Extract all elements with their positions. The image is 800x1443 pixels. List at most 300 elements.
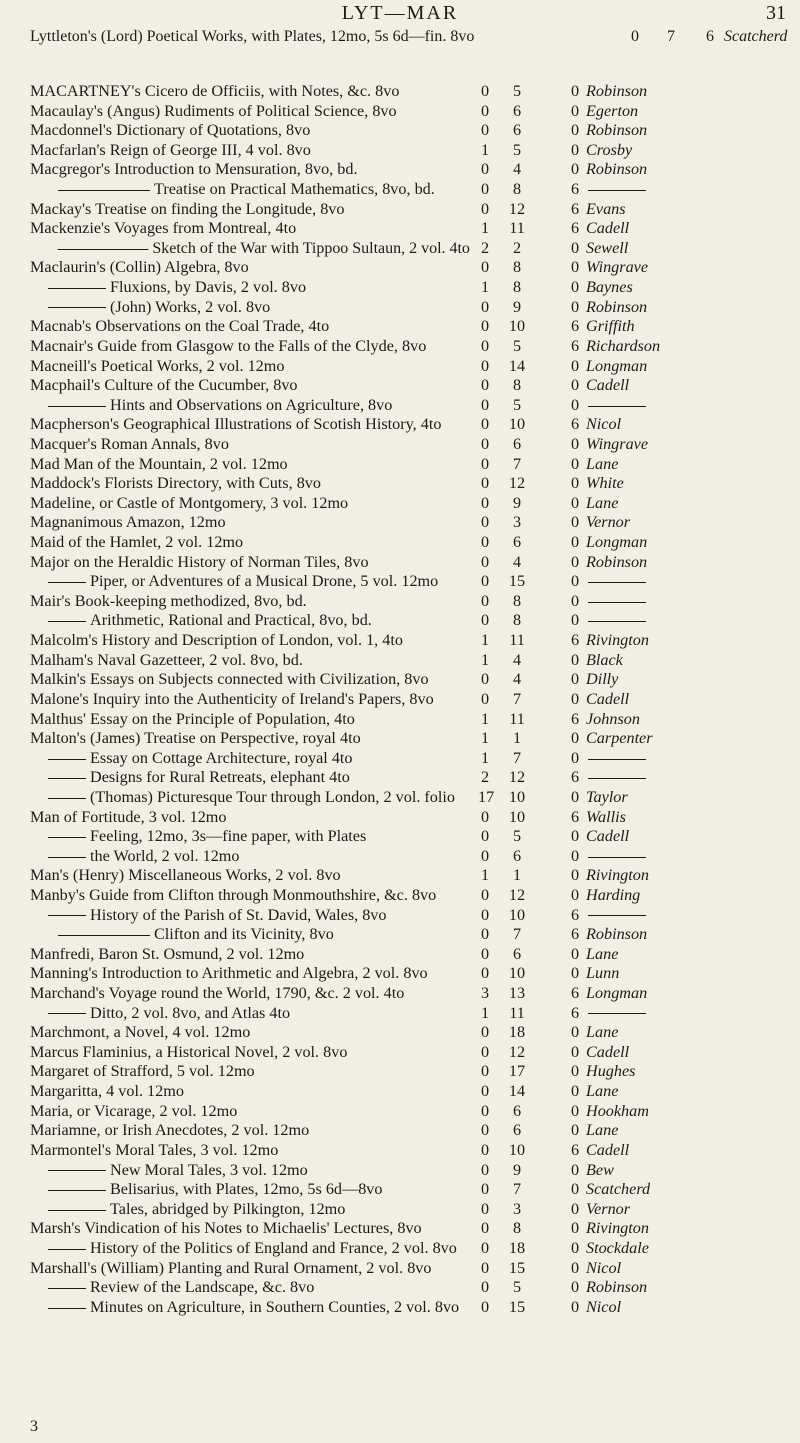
entry-pounds: 0: [631, 28, 639, 45]
entry-pence: 0: [570, 395, 580, 414]
ditto-rule: [48, 307, 106, 308]
entry-title: [30, 964, 428, 984]
entry-title: [30, 455, 288, 475]
entry-shillings: 10: [508, 415, 526, 434]
ditto-rule: [48, 1190, 106, 1191]
entry-pence: 6: [570, 768, 580, 787]
list-item: [30, 553, 800, 573]
entry-pence: 6: [570, 199, 580, 218]
entry-title: [30, 200, 345, 220]
list-item: [30, 1082, 800, 1102]
ditto-rule: [48, 621, 86, 622]
entry-publisher: Robinson: [586, 82, 648, 100]
entry-shillings: 6: [512, 846, 522, 865]
ditto-rule: [48, 406, 106, 407]
entry-title: [30, 1062, 255, 1082]
entry-pounds: 0: [480, 1160, 490, 1179]
entry-title: [30, 906, 387, 926]
ditto-rule: [48, 288, 106, 289]
entry-pence: 6: [570, 984, 580, 1003]
entry-title: [30, 376, 298, 396]
entry-publisher: Black: [586, 650, 623, 669]
ditto-rule: [588, 190, 646, 191]
entry-title: [30, 337, 426, 357]
entry-publisher: Sewell: [586, 238, 629, 257]
ditto-rule: [588, 915, 646, 916]
entry-publisher: Cadell: [586, 1042, 630, 1061]
entry-publisher: Rivington: [586, 1219, 649, 1238]
entry-title: [30, 1043, 347, 1063]
list-item: [30, 396, 800, 416]
entry-publisher: Dilly: [586, 670, 619, 689]
entry-publisher: Robinson: [586, 925, 648, 944]
entry-title: [30, 1180, 382, 1200]
ditto-rule: [588, 857, 646, 858]
list-item: [30, 278, 800, 298]
signature-mark: 3: [30, 1418, 38, 1435]
entry-publisher: Cadell: [586, 689, 630, 708]
entry-pence: 0: [570, 297, 580, 316]
entry-pounds: 0: [480, 1238, 490, 1257]
entry-pounds: 2: [480, 768, 490, 787]
entry-title: [30, 749, 353, 769]
list-item: [30, 572, 800, 592]
entry-publisher: [586, 847, 646, 867]
ditto-rule: [588, 621, 646, 622]
entry-pence: 0: [570, 748, 580, 767]
entry-pounds: 1: [480, 140, 490, 159]
entry-shillings: 4: [512, 160, 522, 179]
list-item: [30, 611, 800, 631]
entry-pence: 0: [570, 670, 580, 689]
entry-pounds: 0: [480, 297, 490, 316]
entry-pounds: 0: [480, 611, 490, 630]
entry-pence: 6: [570, 1003, 580, 1022]
entry-shillings: 8: [512, 258, 522, 277]
entry-pounds: 1: [480, 650, 490, 669]
entry-publisher: Baynes: [586, 278, 633, 297]
list-item: [30, 1062, 800, 1082]
entry-title-text: Maid of the Hamlet, 2 vol. 12mo: [30, 533, 244, 552]
entry-title-text: Mad Man of the Mountain, 2 vol. 12mo: [30, 454, 288, 473]
entry-publisher: Johnson: [586, 709, 640, 728]
entry-title-text: Hints and Observations on Agriculture, 8vo: [110, 395, 393, 414]
entry-pence: 6: [570, 317, 580, 336]
entry-pounds: 1: [480, 729, 490, 748]
entry-title-text: Minutes on Agriculture, in Southern Counties, 2 vol. 8vo: [90, 1297, 460, 1316]
entry-pounds: 0: [480, 454, 490, 473]
entry-title-text: the World, 2 vol. 12mo: [90, 846, 240, 865]
entry-publisher: Crosby: [586, 140, 633, 159]
entry-title-text: Macnair's Guide from Glasgow to the Falls of the Clyde, 8vo: [30, 336, 427, 355]
entry-shillings: 8: [512, 1219, 522, 1238]
list-item: [30, 827, 800, 847]
entry-pence: 6: [570, 219, 580, 238]
entry-shillings: 18: [508, 1023, 526, 1042]
entry-shillings: 17: [508, 1062, 526, 1081]
entry-pounds: 2: [480, 238, 490, 257]
ditto-rule: [58, 935, 150, 936]
entry-pence: 6: [570, 180, 580, 199]
entry-shillings: 11: [509, 219, 525, 238]
entry-shillings: 7: [512, 1180, 522, 1199]
entry-pounds: 1: [480, 709, 490, 728]
entry-title: [30, 768, 350, 788]
entry-pence: 0: [570, 140, 580, 159]
entry-shillings: 7: [512, 925, 522, 944]
entry-title-text: Macneill's Poetical Works, 2 vol. 12mo: [30, 356, 285, 375]
entry-publisher: Rivington: [586, 631, 649, 650]
entry-title: [30, 670, 429, 690]
entry-pounds: 0: [480, 415, 490, 434]
entry-shillings: 6: [512, 121, 522, 140]
entry-shillings: 14: [508, 356, 526, 375]
entry-pence: 0: [570, 454, 580, 473]
ditto-rule: [48, 1210, 106, 1211]
entry-title-text: Madeline, or Castle of Montgomery, 3 vol. 12mo: [30, 493, 349, 512]
entry-title-text: Feeling, 12mo, 3s—fine paper, with Plates: [90, 827, 367, 846]
entry-title: [30, 415, 441, 435]
entry-pounds: 0: [480, 1219, 490, 1238]
list-item: [30, 141, 800, 161]
list-item: [30, 1121, 800, 1141]
entry-title-text: Malone's Inquiry into the Authenticity of Ireland's Papers, 8vo: [30, 689, 434, 708]
entry-title-text: Macpherson's Geographical Illustrations of Scotish History, 4to: [30, 415, 442, 434]
entry-title: [30, 258, 249, 278]
entry-publisher: Lane: [586, 944, 619, 963]
entry-shillings: 6: [512, 434, 522, 453]
entry-publisher: Griffith: [586, 317, 635, 336]
list-item: [30, 925, 800, 945]
entry-pence: 0: [570, 1023, 580, 1042]
entry-publisher: [586, 180, 646, 200]
entry-pounds: 0: [480, 1258, 490, 1277]
entry-title: [30, 1219, 422, 1239]
entry-title: Lyttleton's (Lord) Poetical Works, with Plates, 12mo, 5s 6d—fin. 8vo: [30, 28, 475, 45]
entry-shillings: 7: [667, 28, 675, 45]
entry-title: [30, 1161, 308, 1181]
entry-pence: 0: [570, 513, 580, 532]
entry-pounds: 0: [480, 1140, 490, 1159]
entry-pounds: 0: [480, 827, 490, 846]
entry-pounds: 0: [480, 925, 490, 944]
entry-shillings: 6: [512, 101, 522, 120]
entry-pence: 6: [570, 925, 580, 944]
ditto-rule: [48, 837, 86, 838]
entry-title-text: Marsh's Vindication of his Notes to Michaelis' Lectures, 8vo: [30, 1219, 422, 1238]
entry-shillings: 10: [508, 905, 526, 924]
entry-publisher: Nicol: [586, 415, 622, 434]
entry-title: [30, 239, 470, 259]
entry-title: [30, 611, 372, 631]
entry-pounds: 0: [480, 1121, 490, 1140]
entry-pounds: 0: [480, 1042, 490, 1061]
entry-publisher: Harding: [586, 885, 641, 904]
list-item: [30, 533, 800, 553]
entry-publisher: Vernor: [586, 1199, 631, 1218]
ditto-rule: [588, 406, 646, 407]
entry-publisher: Cadell: [586, 1140, 630, 1159]
entry-title: [30, 788, 455, 808]
ditto-rule: [48, 759, 86, 760]
entry-publisher: Lane: [586, 1023, 619, 1042]
ditto-rule: [588, 778, 646, 779]
entry-title-text: Clifton and its Vicinity, 8vo: [154, 925, 334, 944]
ditto-rule: [58, 249, 149, 250]
entry-shillings: 11: [509, 709, 525, 728]
list-item: [30, 1278, 800, 1298]
entry-title: [30, 474, 321, 494]
entry-publisher: Scatcherd: [724, 28, 788, 45]
entry-pence: 0: [570, 474, 580, 493]
entry-publisher: Robinson: [586, 1278, 648, 1297]
entry-shillings: 6: [512, 1121, 522, 1140]
entry-pence: 0: [570, 846, 580, 865]
entry-title: [30, 1082, 184, 1102]
entry-title: [30, 1023, 250, 1043]
entry-shillings: 7: [512, 454, 522, 473]
entry-pounds: 0: [480, 493, 490, 512]
entry-pence: 0: [570, 1121, 580, 1140]
entry-publisher: Cadell: [586, 219, 630, 238]
entry-title: [30, 1200, 345, 1220]
entry-pence: 0: [570, 1219, 580, 1238]
entry-pounds: 0: [480, 101, 490, 120]
entry-publisher: [586, 1004, 646, 1024]
ditto-rule: [48, 857, 86, 858]
entry-shillings: 15: [508, 1297, 526, 1316]
list-item: [30, 749, 800, 769]
entry-pence: 0: [570, 376, 580, 395]
ditto-rule: [48, 1249, 86, 1250]
list-item: [30, 788, 800, 808]
entry-shillings: 3: [512, 1199, 522, 1218]
entry-publisher: Hughes: [586, 1062, 636, 1081]
entry-pounds: 0: [480, 885, 490, 904]
entry-title-text: Mair's Book-keeping methodized, 8vo, bd.: [30, 591, 307, 610]
entry-shillings: 9: [512, 297, 522, 316]
list-item: [30, 239, 800, 259]
entry-title-text: Macaulay's (Angus) Rudiments of Political Science, 8vo: [30, 101, 397, 120]
entry-publisher: Lane: [586, 1121, 619, 1140]
list-item: [30, 102, 800, 122]
entry-title-text: Major on the Heraldic History of Norman Tiles, 8vo: [30, 552, 369, 571]
entry-publisher: Evans: [586, 199, 626, 218]
entry-title-text: Man of Fortitude, 3 vol. 12mo: [30, 807, 227, 826]
entry-publisher: Carpenter: [586, 729, 653, 748]
list-item: [30, 631, 800, 651]
list-item: [30, 1141, 800, 1161]
entry-pounds: 0: [480, 474, 490, 493]
entry-pence: 0: [570, 278, 580, 297]
entry-publisher: [586, 906, 646, 926]
entry-pence: 0: [570, 1042, 580, 1061]
entry-pence: 0: [570, 885, 580, 904]
entry-pounds: 0: [480, 160, 490, 179]
entry-pence: 0: [570, 1082, 580, 1101]
entry-title: [30, 710, 355, 730]
entry-pence: 0: [570, 572, 580, 591]
entry-pounds: 0: [480, 944, 490, 963]
entry-title-text: Margaret of Strafford, 5 vol. 12mo: [30, 1062, 255, 1081]
entry-title-text: Macgregor's Introduction to Mensuration, 8vo, bd.: [30, 160, 358, 179]
entry-title: [30, 82, 399, 102]
ditto-rule: [48, 582, 86, 583]
ditto-rule: [48, 1288, 86, 1289]
entry-title: [30, 141, 311, 161]
entry-pence: 0: [570, 552, 580, 571]
entry-publisher: Cadell: [586, 376, 630, 395]
entry-shillings: 10: [508, 1140, 526, 1159]
entry-title: [30, 1004, 290, 1024]
entry-pounds: 0: [480, 1101, 490, 1120]
entry-pounds: 0: [480, 336, 490, 355]
entry-title-text: Marchmont, a Novel, 4 vol. 12mo: [30, 1023, 251, 1042]
entry-title: [30, 180, 435, 200]
entry-pence: 6: [706, 28, 714, 45]
entry-pounds: 0: [480, 591, 490, 610]
entry-pounds: 0: [480, 1023, 490, 1042]
entry-title-text: Maddock's Florists Directory, with Cuts, 8vo: [30, 474, 321, 493]
ditto-rule: [48, 1308, 86, 1309]
list-item: [30, 690, 800, 710]
list-item: [30, 906, 800, 926]
entry-pounds: 0: [480, 552, 490, 571]
entry-pence: 0: [570, 1180, 580, 1199]
entry-pounds: 1: [480, 219, 490, 238]
entry-title-text: History of the Politics of England and France, 2 vol. 8vo: [90, 1238, 457, 1257]
entry-title-text: New Moral Tales, 3 vol. 12mo: [110, 1160, 308, 1179]
entry-pence: 0: [570, 160, 580, 179]
list-item: [30, 1004, 800, 1024]
entry-pounds: 17: [478, 787, 495, 806]
entry-title: [30, 494, 348, 514]
entry-pounds: 0: [480, 376, 490, 395]
list-item: [30, 1043, 800, 1063]
list-item: [30, 886, 800, 906]
list-item: [30, 984, 800, 1004]
entry-pounds: 0: [480, 1062, 490, 1081]
entry-pence: 0: [570, 827, 580, 846]
entry-shillings: 8: [512, 180, 522, 199]
entry-title-text: Marchand's Voyage round the World, 1790, &c. 2 vol. 4to: [30, 984, 405, 1003]
entry-shillings: 4: [512, 552, 522, 571]
entry-title: [30, 1278, 314, 1298]
entry-pounds: 0: [480, 199, 490, 218]
entry-publisher: Robinson: [586, 297, 648, 316]
entry-publisher: Longman: [586, 984, 648, 1003]
entry-title-text: Malcolm's History and Description of London, vol. 1, 4to: [30, 631, 403, 650]
entry-publisher: [586, 611, 646, 631]
entry-title-text: Designs for Rural Retreats, elephant 4to: [90, 768, 350, 787]
entry-shillings: 10: [508, 787, 526, 806]
entry-shillings: 7: [512, 689, 522, 708]
list-item: [30, 357, 800, 377]
entry-title-text: Manning's Introduction to Arithmetic and Algebra, 2 vol. 8vo: [30, 964, 428, 983]
ditto-rule: [58, 190, 150, 191]
list-item: [30, 710, 800, 730]
entry-title: [30, 572, 438, 592]
entry-title-text: Malthus' Essay on the Principle of Population, 4to: [30, 709, 355, 728]
entry-pounds: 0: [480, 434, 490, 453]
entry-shillings: 11: [509, 631, 525, 650]
entry-pence: 6: [570, 905, 580, 924]
entry-title: [30, 925, 334, 945]
entry-title-text: Maclaurin's (Collin) Algebra, 8vo: [30, 258, 249, 277]
entry-title-text: Manfredi, Baron St. Osmund, 2 vol. 12mo: [30, 944, 305, 963]
entry-publisher: Lane: [586, 493, 619, 512]
entry-pounds: 0: [480, 1180, 490, 1199]
ditto-rule: [48, 1013, 86, 1014]
entry-title: [30, 435, 229, 455]
entry-title: [30, 1121, 309, 1141]
entry-pence: 0: [570, 1258, 580, 1277]
entry-pence: 0: [570, 1278, 580, 1297]
entry-shillings: 12: [508, 1042, 526, 1061]
entry-title-text: Fluxions, by Davis, 2 vol. 8vo: [110, 278, 307, 297]
entry-pence: 0: [570, 1160, 580, 1179]
entry-title: [30, 886, 436, 906]
entry-publisher: [586, 768, 646, 788]
list-item: [30, 298, 800, 318]
entry-title-text: Treatise on Practical Mathematics, 8vo, bd.: [154, 180, 435, 199]
list-item: [30, 317, 800, 337]
ditto-rule: [48, 778, 86, 779]
entry-pounds: 0: [480, 82, 490, 100]
entry-title: [30, 945, 304, 965]
entry-shillings: 11: [509, 1003, 525, 1022]
entry-shillings: 1: [512, 866, 522, 885]
list-item: [30, 1023, 800, 1043]
entry-title-text: Mackenzie's Voyages from Montreal, 4to: [30, 219, 297, 238]
entry-pounds: 0: [480, 317, 490, 336]
list-item: [30, 258, 800, 278]
entry-pounds: 0: [480, 670, 490, 689]
entry-title: [30, 847, 239, 867]
entry-title: [30, 1298, 459, 1318]
entry-pounds: 0: [480, 905, 490, 924]
entry-title-text: Tales, abridged by Pilkington, 12mo: [110, 1199, 346, 1218]
entry-title: [30, 592, 307, 612]
list-item: [30, 1259, 800, 1279]
entry-shillings: 8: [512, 278, 522, 297]
entry-title: [30, 396, 392, 416]
entry-pence: 6: [570, 807, 580, 826]
list-item: [30, 1298, 800, 1318]
entry-shillings: 14: [508, 1082, 526, 1101]
list-item: [30, 200, 800, 220]
entry-shillings: 8: [512, 376, 522, 395]
entry-title: [30, 729, 361, 749]
entry-pence: 0: [570, 591, 580, 610]
entry-pence: 6: [570, 415, 580, 434]
list-item: [30, 768, 800, 788]
list-item: [30, 435, 800, 455]
entry-pounds: 0: [480, 258, 490, 277]
entry-title-text: Malkin's Essays on Subjects connected with Civilization, 8vo: [30, 670, 429, 689]
entry-publisher: Vernor: [586, 513, 631, 532]
entry-title: [30, 690, 434, 710]
entry-title-text: Margaritta, 4 vol. 12mo: [30, 1082, 184, 1101]
list-item: [30, 180, 800, 200]
entry-title: [30, 533, 243, 553]
list-item: [30, 651, 800, 671]
entry-title: [30, 866, 341, 886]
entry-title-text: Magnanimous Amazon, 12mo: [30, 513, 226, 532]
entry-pence: 0: [570, 944, 580, 963]
entry-title-text: Sketch of the War with Tippoo Sultaun, 2 vol. 4to: [152, 238, 470, 257]
list-item: [30, 866, 800, 886]
